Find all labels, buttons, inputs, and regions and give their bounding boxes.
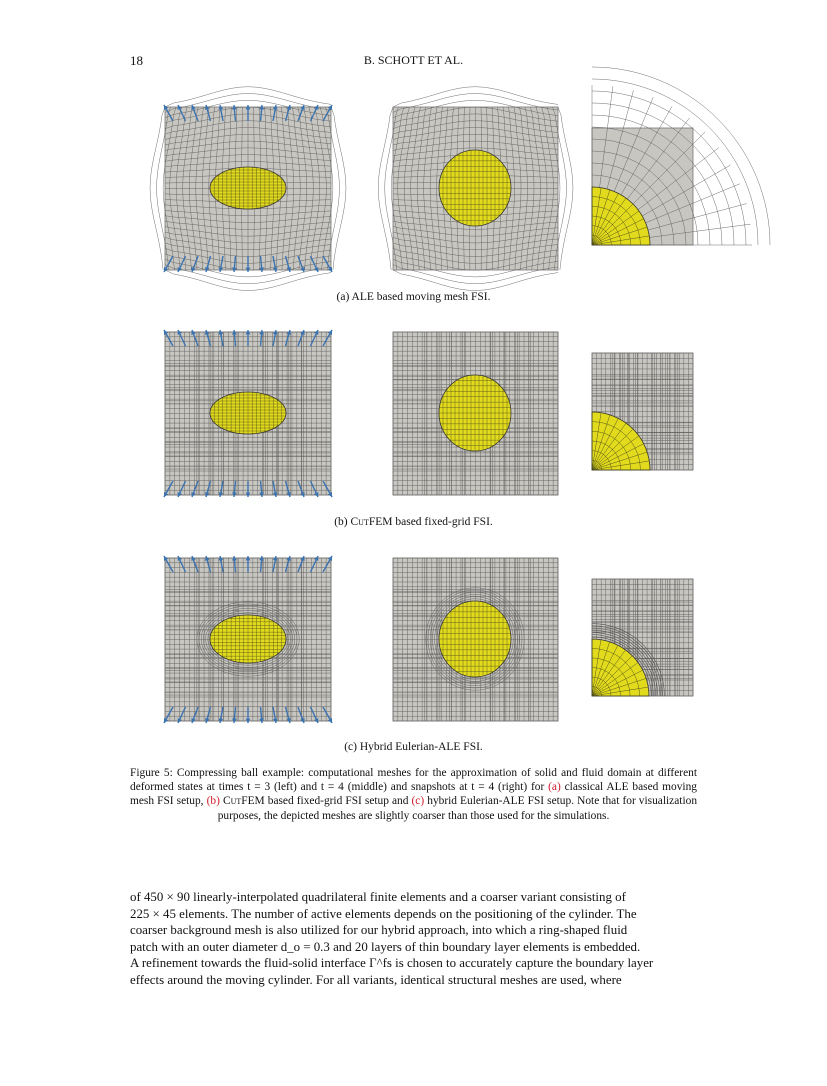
running-title: B. SCHOTT ET AL. bbox=[363, 53, 464, 67]
ref-a-link[interactable]: (a) bbox=[548, 781, 561, 794]
ref-b-link[interactable]: (b) bbox=[206, 795, 220, 808]
mesh-middle-1 bbox=[393, 332, 558, 495]
page-number: 18 bbox=[130, 53, 143, 68]
mesh-left-1 bbox=[165, 332, 331, 495]
figure-caption: Figure 5: Compressing ball example: computational meshes for the approximation of solid and fluid domain at different deformed states at times t = 3 (left) and t = 4 (middle) and snapshots at t = 4 (right) for (a) classical ALE based moving mesh FSI setup, (b) CutFEM based fixed-grid FSI setup and (c) hybrid Eulerian-ALE FSI setup. Note that for visualization purposes, the depicted meshes are slightly coarser than those used for the simulations. bbox=[130, 767, 698, 822]
subfigure-caption-b: (b) CutFEM based fixed-grid FSI. bbox=[334, 516, 493, 528]
subfigure-caption-a: (a) ALE based moving mesh FSI. bbox=[336, 291, 491, 303]
body-text: of 450 × 90 linearly-interpolated quadrilateral finite elements and a coarser variant consisting of 225 × 45 elements. The number of active elements depends on the positioning of the cylinder. The coarser background mesh is also utilized for our hybrid approach, into which a ring-shaped fluid patch with an outer diameter d_o = 0.3 and 20 layers of thin boundary layer elements is embedded. A refinement towards the fluid-solid interface Γ^fs is chosen to accurately capture the boundary layer effects around the moving cylinder. For all variants, identical structural meshes are used, where bbox=[130, 890, 654, 987]
mesh-right-1 bbox=[592, 353, 693, 470]
ref-c-link[interactable]: (c) bbox=[411, 795, 425, 808]
mesh-right-2 bbox=[592, 579, 693, 696]
mesh-left-2 bbox=[165, 558, 331, 721]
mesh-middle-0 bbox=[393, 107, 558, 270]
mesh-left-0 bbox=[165, 107, 331, 270]
mesh-right-0 bbox=[592, 128, 693, 245]
subfigure-caption-c: (c) Hybrid Eulerian-ALE FSI. bbox=[344, 741, 483, 753]
mesh-middle-2 bbox=[393, 558, 558, 721]
